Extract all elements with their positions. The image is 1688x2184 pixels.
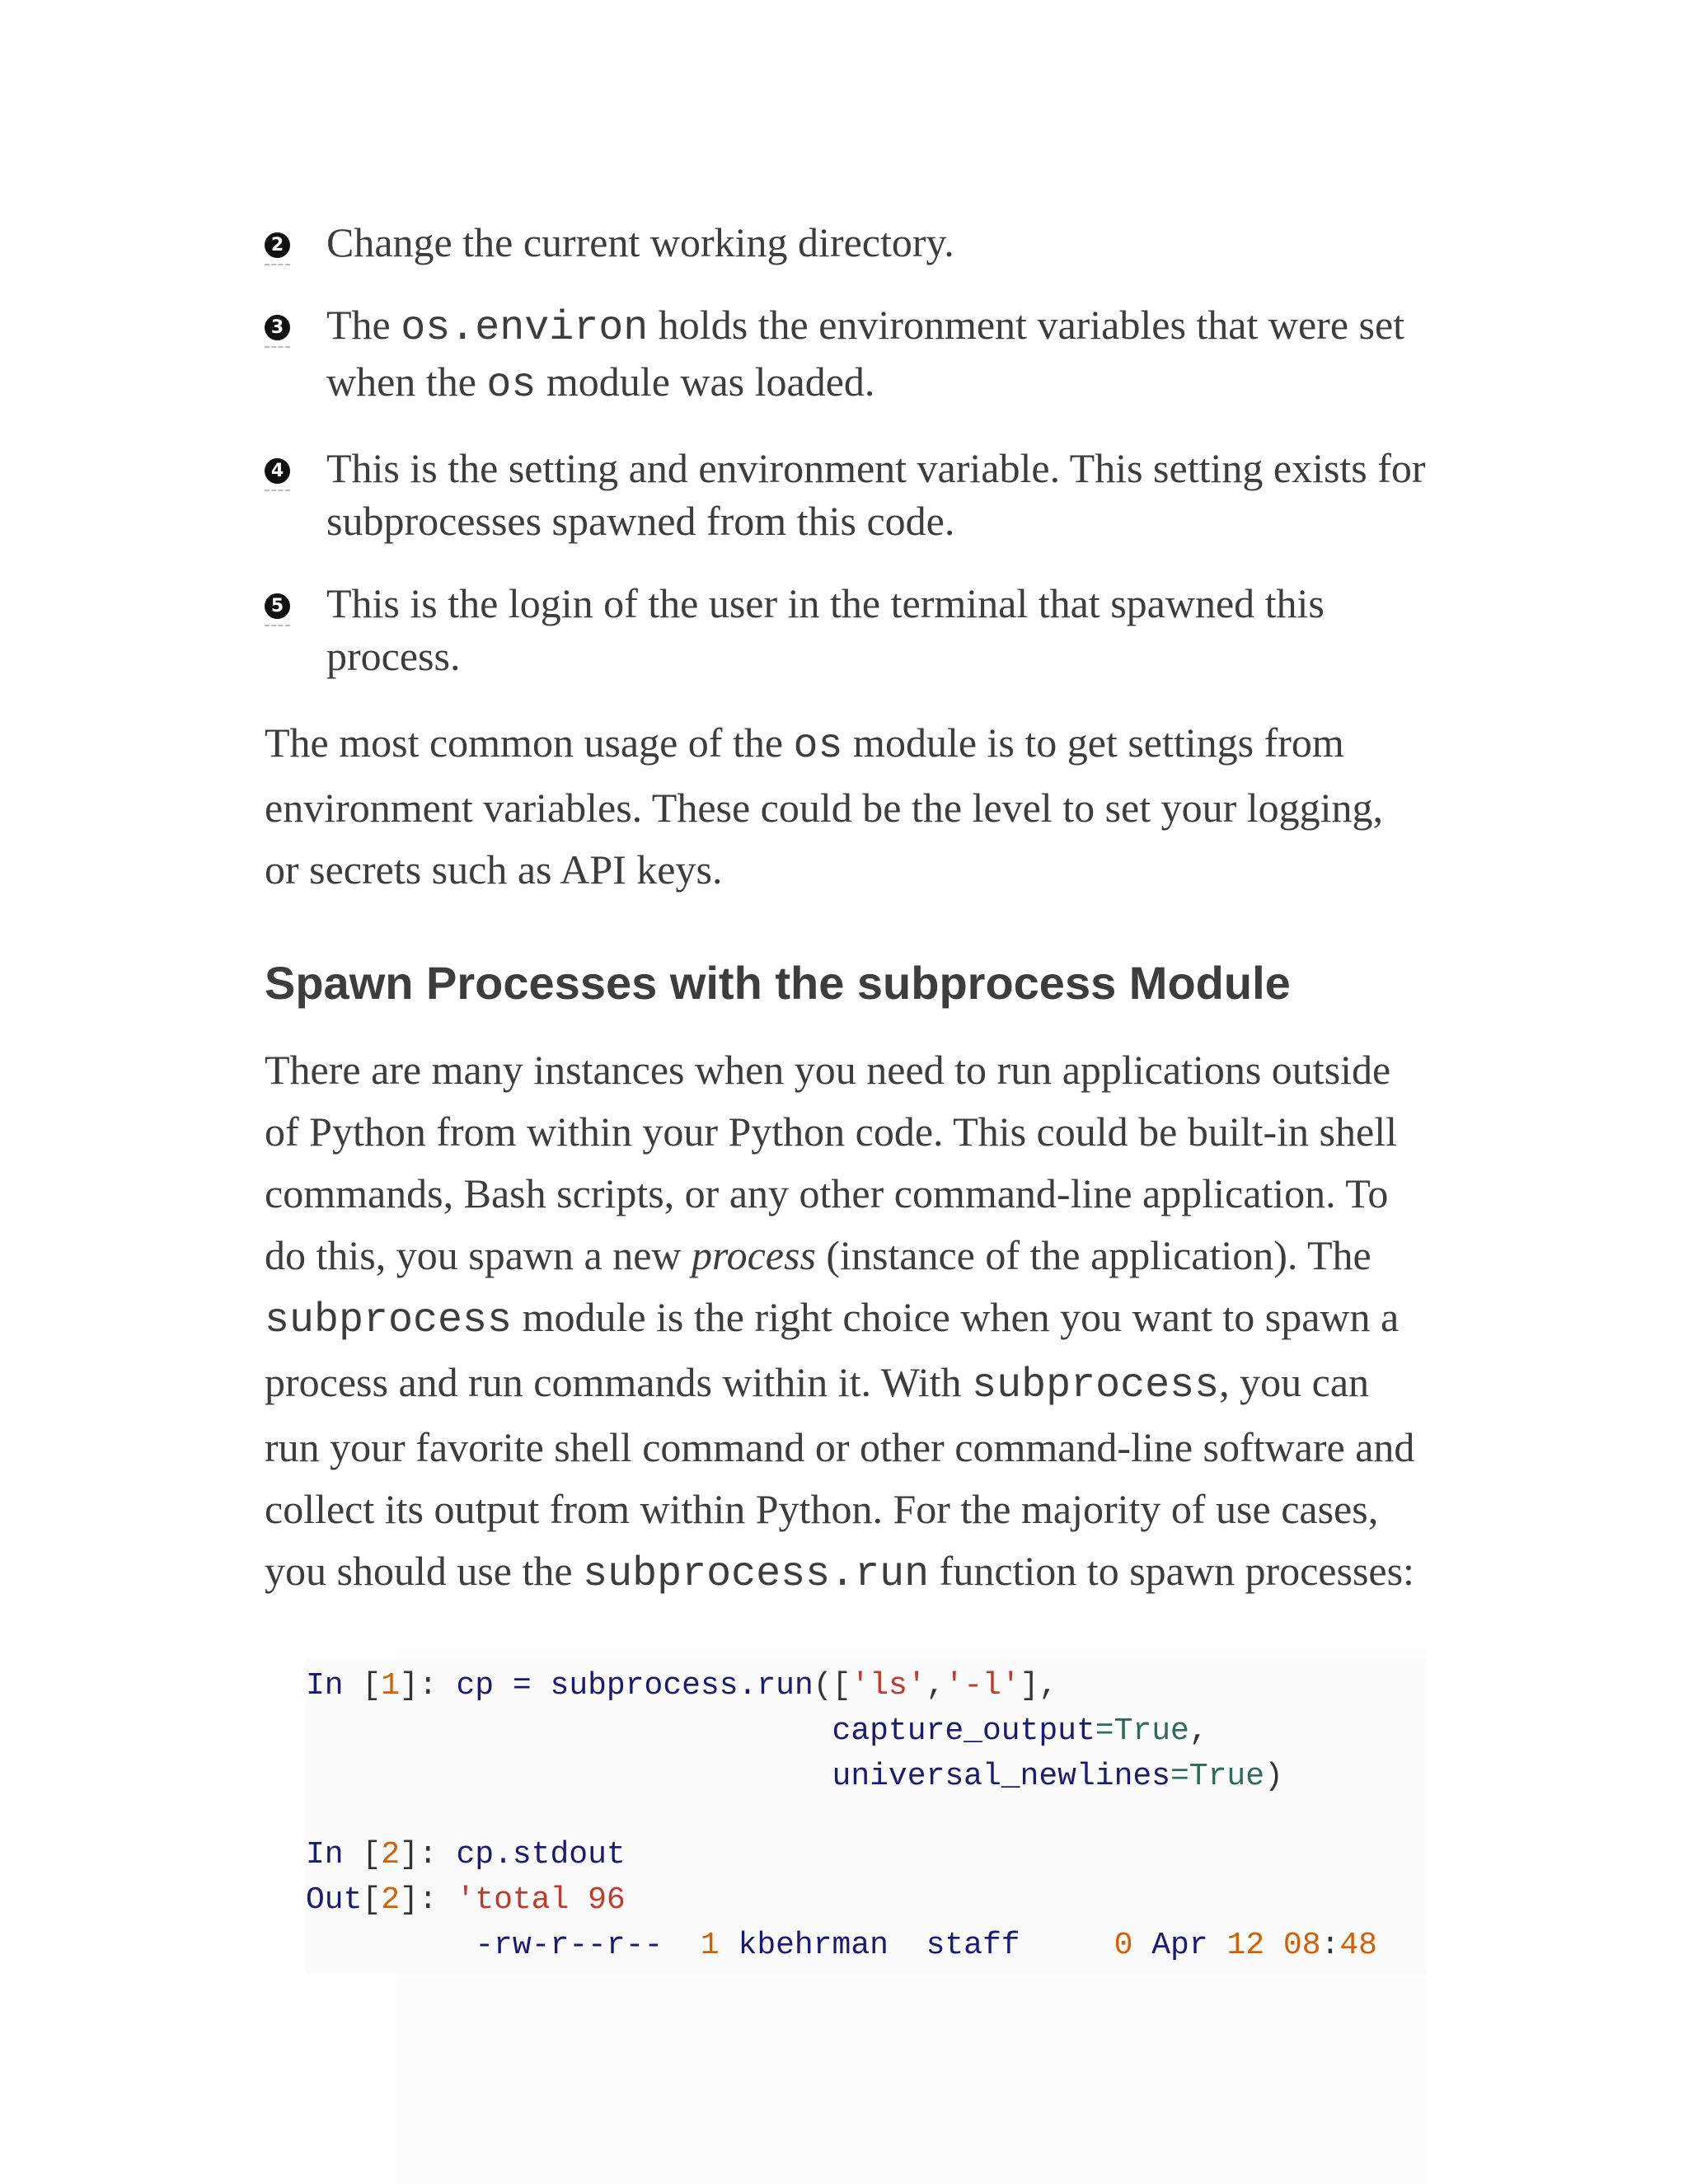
code-token: subprocess.run bbox=[550, 1668, 814, 1704]
code-token: Apr bbox=[1151, 1928, 1208, 1963]
callout-text-pre: The bbox=[326, 302, 401, 348]
inline-code: os bbox=[486, 362, 537, 409]
code-line: -rw-r--r-- 1 kbehrman staff 0 Apr 12 08:48 bbox=[475, 1928, 1377, 1963]
code-line: Out[2]: 'total 96 bbox=[306, 1882, 626, 1918]
code-constant: True bbox=[1114, 1713, 1189, 1749]
code-line: universal_newlines=True) bbox=[832, 1759, 1283, 1794]
emphasis-text: process bbox=[692, 1232, 816, 1278]
code-token: capture_output bbox=[832, 1713, 1095, 1749]
para-text: The most common usage of the bbox=[265, 719, 794, 766]
code-token: staff bbox=[926, 1928, 1020, 1963]
code-token: = bbox=[512, 1668, 532, 1704]
inline-code: subprocess.run bbox=[583, 1551, 930, 1598]
code-constant: True bbox=[1189, 1759, 1265, 1794]
prompt-label: In bbox=[306, 1837, 344, 1872]
code-string: 'total 96 bbox=[456, 1882, 626, 1918]
body-paragraph bbox=[265, 712, 1427, 901]
code-token: -rw-r--r-- bbox=[475, 1928, 663, 1963]
prompt-label: In bbox=[306, 1668, 344, 1704]
code-block bbox=[306, 1658, 1427, 1975]
code-line: In [2]: cp.stdout bbox=[306, 1837, 626, 1872]
code-token: universal_newlines bbox=[832, 1759, 1170, 1794]
code-number: 08 bbox=[1282, 1928, 1321, 1963]
callout-text: This is the setting and environment variable. This setting exists for subprocesses spawned from this code. bbox=[326, 445, 1426, 544]
code-number: 1 bbox=[700, 1928, 720, 1963]
para-text: (instance of the application). The bbox=[815, 1232, 1372, 1278]
inline-code: os bbox=[793, 723, 843, 770]
callout-text-mid: holds the environment variables that were set when the bbox=[326, 302, 1405, 405]
para-text: function to spawn processes: bbox=[929, 1548, 1414, 1594]
callout-marker-5: 5 bbox=[265, 593, 290, 619]
para-text: , you can run your favorite shell command or other command-line software and collect its output from within Python. For the majority of use cases, you should use the bbox=[265, 1359, 1415, 1594]
callout-marker-3: 3 bbox=[265, 315, 290, 340]
prompt-label: Out bbox=[306, 1882, 363, 1918]
prompt-number: 2 bbox=[381, 1837, 401, 1872]
callout-item bbox=[265, 442, 1427, 547]
callout-marker-2: 2 bbox=[265, 232, 290, 258]
code-line: capture_output=True, bbox=[832, 1713, 1208, 1749]
code-line: In [1]: cp = subprocess.run(['ls','-l'], bbox=[306, 1668, 1058, 1704]
callout-text-post: module was loaded. bbox=[536, 359, 875, 405]
para-text: module is to get settings from environment variables. These could be the level to set your logging, or secrets such as API keys. bbox=[265, 719, 1384, 893]
inline-code: subprocess bbox=[972, 1362, 1220, 1409]
para-text: There are many instances when you need to run applications outside of Python from within your Python code. This could be built-in shell commands, Bash scripts, or any other command-line application. To do this, you spawn a new bbox=[265, 1047, 1397, 1278]
code-string: 'ls' bbox=[851, 1668, 926, 1704]
code-token: cp.stdout bbox=[456, 1837, 626, 1872]
callout-item bbox=[265, 577, 1427, 682]
code-number: 48 bbox=[1339, 1928, 1377, 1963]
code-token: cp bbox=[456, 1668, 495, 1704]
prompt-number: 2 bbox=[381, 1882, 401, 1918]
callout-item bbox=[265, 298, 1427, 412]
code-number: 0 bbox=[1114, 1928, 1133, 1963]
prompt-number: 1 bbox=[381, 1668, 401, 1704]
para-text: module is the right choice when you want to spawn a process and run commands within it. With bbox=[265, 1294, 1400, 1405]
callout-text: This is the login of the user in the terminal that spawned this process. bbox=[326, 580, 1325, 679]
section-heading: Spawn Processes with the subprocess Module bbox=[265, 957, 1291, 1009]
code-token: kbehrman bbox=[738, 1928, 889, 1963]
callout-text: Change the current working directory. bbox=[326, 219, 954, 265]
callout-item bbox=[265, 216, 1427, 269]
document-page bbox=[265, 216, 1427, 1975]
callout-marker-4: 4 bbox=[265, 458, 290, 484]
inline-code: subprocess bbox=[265, 1297, 513, 1344]
code-number: 12 bbox=[1226, 1928, 1265, 1963]
code-string: '-l' bbox=[945, 1668, 1020, 1704]
inline-code: os.environ bbox=[401, 305, 649, 352]
body-paragraph bbox=[265, 1039, 1427, 1605]
